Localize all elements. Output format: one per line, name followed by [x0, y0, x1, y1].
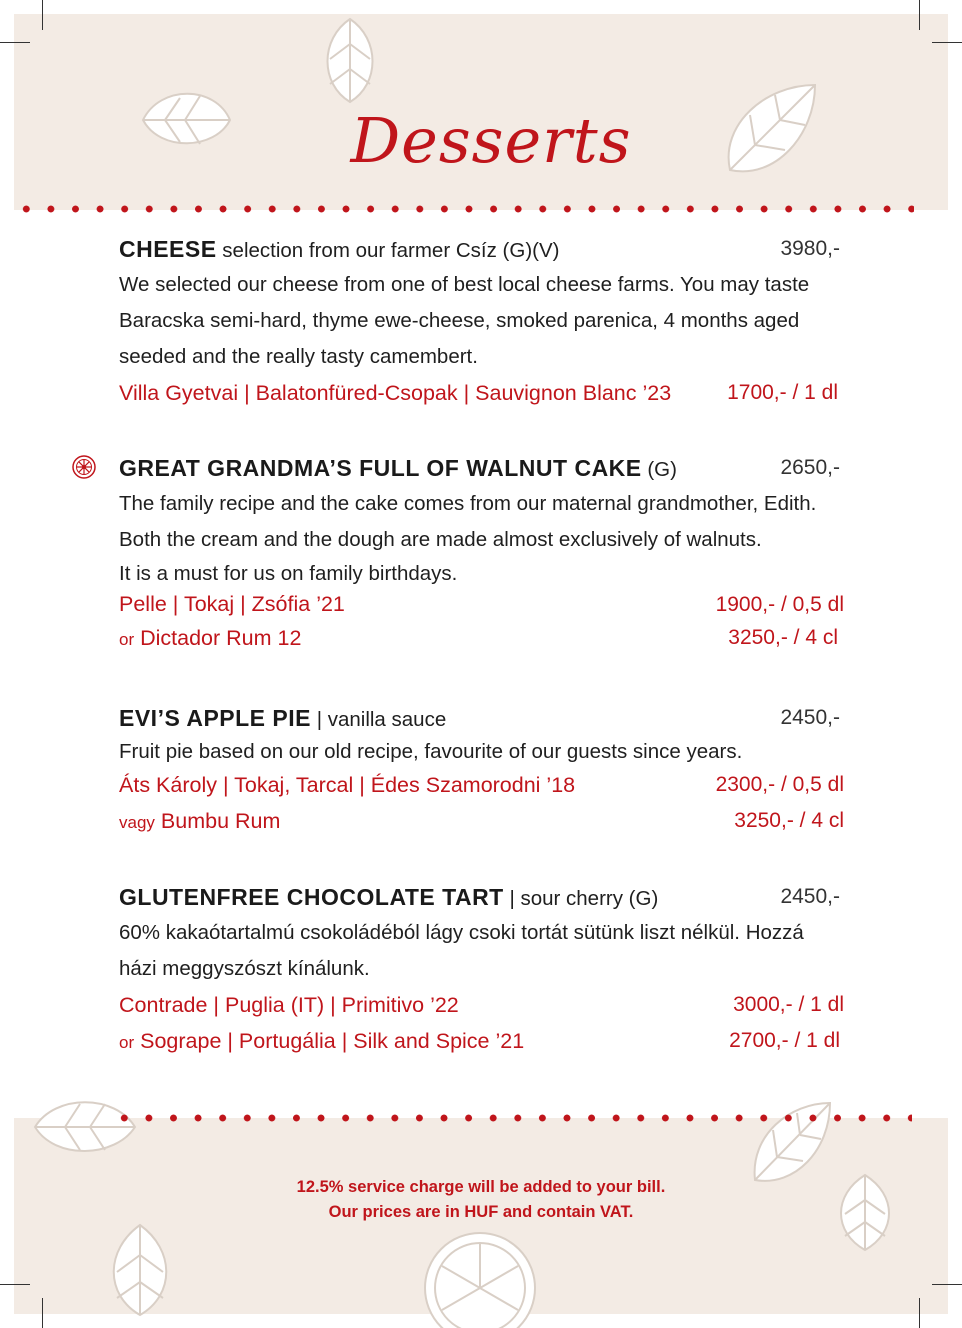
- pairing-label: Contrade | Puglia (IT) | Primitivo ’22: [119, 993, 459, 1017]
- vat-note: Our prices are in HUF and contain VAT.: [328, 1203, 634, 1221]
- item-description-line: házi meggyszószt kínálunk.: [119, 957, 370, 980]
- leaf-decoration-icon: [95, 1220, 185, 1320]
- item-description-line: 60% kakaótartalmú csokoládéból lágy csoki tortát sütünk liszt nélkül. Hozzá: [119, 921, 804, 944]
- house-specialty-badge-icon: [72, 455, 96, 479]
- pairing-price: 2300,- / 0,5 dl: [715, 773, 844, 796]
- menu-item-walnut-cake: [119, 450, 844, 656]
- wine-pairing: [119, 987, 844, 1023]
- pairing-label: Dictador Rum 12: [140, 626, 302, 650]
- wine-pairing: [119, 1023, 844, 1059]
- pairing-label: Áts Károly | Tokaj, Tarcal | Édes Szamorodni ’18: [119, 773, 576, 797]
- pairing-prefix: or: [119, 1033, 135, 1052]
- pairing-label: Villa Gyetvai | Balatonfüred-Csopak | Sauvignon Blanc ’23: [119, 381, 672, 405]
- crop-mark: [932, 1284, 962, 1285]
- pairing-price: 3250,- / 4 cl: [728, 626, 838, 649]
- item-name: GREAT GRANDMA’S FULL OF WALNUT CAKE: [119, 455, 642, 481]
- item-subtitle: selection from our farmer Csíz (G)(V): [222, 239, 560, 262]
- item-description-line: It is a must for us on family birthdays.: [119, 562, 458, 585]
- pairing-label: Pelle | Tokaj | Zsófia ’21: [119, 592, 345, 616]
- pairing-price: 2700,- / 1 dl: [729, 1029, 840, 1052]
- item-name: CHEESE: [119, 236, 217, 262]
- citrus-slice-decoration-icon: [420, 1228, 540, 1328]
- service-charge-note: 12.5% service charge will be added to your bill.: [296, 1178, 666, 1196]
- menu-item-cheese: [119, 231, 844, 411]
- item-subtitle: (G): [647, 458, 677, 481]
- item-description-line: The family recipe and the cake comes from our maternal grandmother, Edith.: [119, 492, 817, 515]
- pairing-price: 1900,- / 0,5 dl: [715, 593, 844, 616]
- dotted-divider: [14, 205, 914, 213]
- page-title: Desserts: [350, 104, 632, 177]
- wine-pairing: [119, 767, 844, 803]
- pairing-label: Bumbu Rum: [160, 809, 281, 833]
- pairing-price: 3000,- / 1 dl: [733, 993, 844, 1016]
- item-description-line: We selected our cheese from one of best local cheese farms. You may taste: [119, 273, 810, 296]
- item-price: 2450,-: [780, 885, 840, 908]
- item-subtitle: | vanilla sauce: [316, 708, 447, 731]
- item-description-line: Fruit pie based on our old recipe, favourite of our guests since years.: [119, 740, 743, 763]
- menu-item-apple-pie: [119, 700, 844, 839]
- crop-mark: [932, 42, 962, 43]
- item-description-line: Baracska semi-hard, thyme ewe-cheese, smoked parenica, 4 months aged: [119, 309, 800, 332]
- item-subtitle: | sour cherry (G): [509, 887, 659, 910]
- menu-item-chocolate-tart: [119, 879, 844, 1059]
- wine-pairing: [119, 375, 844, 411]
- pairing-prefix: or: [119, 630, 135, 649]
- leaf-decoration-icon: [30, 1092, 140, 1162]
- pairing-price: 3250,- / 4 cl: [734, 809, 844, 832]
- spirit-pairing: [119, 803, 844, 839]
- pairing-prefix: vagy: [119, 813, 155, 832]
- item-name: EVI’S APPLE PIE: [119, 705, 311, 731]
- crop-mark: [0, 1284, 30, 1285]
- item-name: GLUTENFREE CHOCOLATE TART: [119, 884, 504, 910]
- leaf-decoration-icon: [315, 14, 385, 104]
- item-price: 2450,-: [780, 706, 840, 729]
- item-price: 3980,-: [780, 237, 840, 260]
- pairing-label: Sogrape | Portugália | Silk and Spice ’21: [140, 1029, 525, 1053]
- spirit-pairing: [119, 620, 844, 656]
- item-price: 2650,-: [780, 456, 840, 479]
- crop-mark: [919, 1298, 920, 1328]
- wine-pairing: [119, 589, 844, 620]
- item-description-line: seeded and the really tasty camembert.: [119, 345, 478, 368]
- crop-mark: [0, 42, 30, 43]
- crop-mark: [919, 0, 920, 30]
- dotted-divider: [112, 1114, 912, 1122]
- crop-mark: [42, 1298, 43, 1328]
- item-description-line: Both the cream and the dough are made almost exclusively of walnuts.: [119, 528, 762, 551]
- pairing-price: 1700,- / 1 dl: [727, 381, 838, 404]
- crop-mark: [42, 0, 43, 30]
